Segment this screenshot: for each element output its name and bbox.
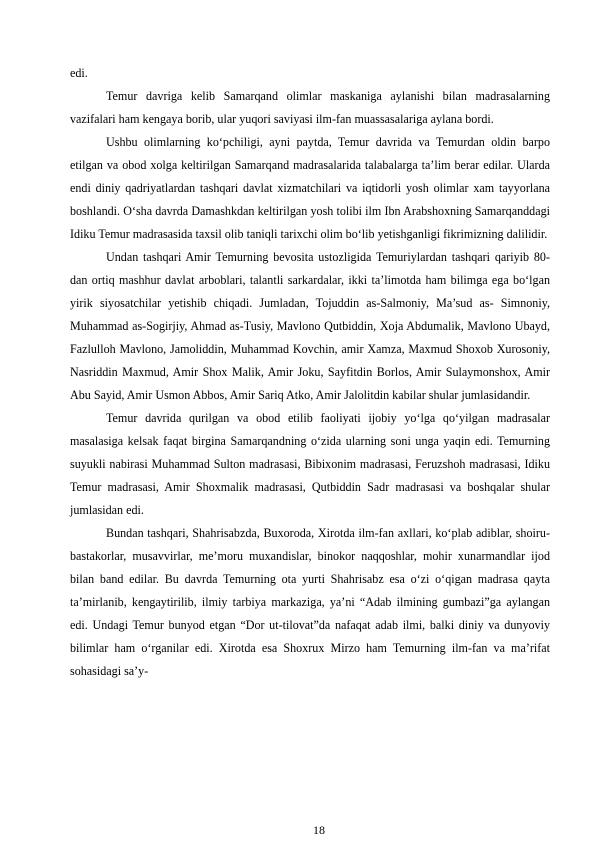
paragraph: Temur davriga kelib Samarqand olimlar maskaniga aylanishi bilan madrasalarning vazifalari ham kengaya borib, ular yuqori saviyasi ilm-fan muassasalariga aylana bordi. bbox=[70, 89, 550, 126]
page-number: 18 bbox=[313, 823, 325, 837]
paragraph: Ushbu olimlarning ko‘pchiligi, ayni paytda, Temur davrida va Temurdan oldin barpo etilgan va obod xolga keltirilgan Samarqand madrasalarida talabalarga ta’lim berar edilar. Ularda endi diniy qadriyatlardan tashqari davlat xizmatchilari va iqtidorli yosh olimlar xam tayyorlana boshlandi. O‘sha davrda Damashkdan keltirilgan yosh tolibi ilm Ibn Arabshoxning Samarqanddagi Idiku Temur madrasasida taxsil olib taniqli tarixchi olim bo‘lib yetishganligi fikrimizning dalilidir. bbox=[70, 135, 550, 241]
body-text bbox=[70, 62, 550, 683]
paragraph: Bundan tashqari, Shahrisabzda, Buxoroda, Xirotda ilm-fan axllari, ko‘plab adiblar, shoiru-bastakorlar, musavvirlar, me’moru muxandislar, binokor naqqoshlar, mohir xunarmandlar ijod bilan band edilar. Bu davrda Temurning ota yurti Shahrisabz esa o‘zi o‘qigan madrasa qayta ta’mirlanib, kengaytirilib, ilmiy tarbiya markaziga, ya’ni “Adab ilmining gumbazi”ga aylangan edi. Undagi Temur bunyod etgan “Dor ut-tilovat”da nafaqat adab ilmi, balki diniy va dunyoviy bilimlar ham o‘rganilar edi. Xirotda esa Shoxrux Mirzo ham Temurning ilm-fan va ma’rifat sohasidagi sa’y- bbox=[70, 526, 550, 678]
paragraph: Temur davrida qurilgan va obod etilib faoliyati ijobiy yo‘lga qo‘yilgan madrasalar masalasiga kelsak faqat birgina Samarqandning o‘zida ularning soni unga yaqin edi. Temurning suyukli nabirasi Muhammad Sulton madrasasi, Bibixonim madrasasi, Feruzshoh madrasasi, Idiku Temur madrasasi, Amir Shoxmalik madrasasi, Qutbiddin Sadr madrasasi va boshqalar shular jumlasidan edi. bbox=[70, 411, 550, 517]
paragraph-continuation: edi. bbox=[70, 66, 88, 80]
paragraph: Undan tashqari Amir Temurning bevosita ustozligida Temuriylardan tashqari qariyib 80-dan ortiq mashhur davlat arboblari, talantli sarkardalar, ikki ta’limotda ham bilimga ega bo‘lgan yirik siyosatchilar yetishib chiqadi. Jumladan, Tojuddin as-Salmoniy, Ma’sud as- Simnoniy, Muhammad as-Sogirjiy, Ahmad as-Tusiy, Mavlono Qutbiddin, Xoja Abdumalik, Mavlono Ubayd, Fazlulloh Mavlono, Jamoliddin, Muhammad Kovchin, amir Xamza, Maxmud Shoxob Xurosoniy, Nasriddin Maxmud, Amir Shox Malik, Amir Joku, Sayfitdin Borlos, Amir Sulaymonshox, Amir Abu Sayid, Amir Usmon Abbos, Amir Sariq Atko, Amir Jalolitdin kabilar shular jumlasidandir. bbox=[70, 250, 550, 402]
